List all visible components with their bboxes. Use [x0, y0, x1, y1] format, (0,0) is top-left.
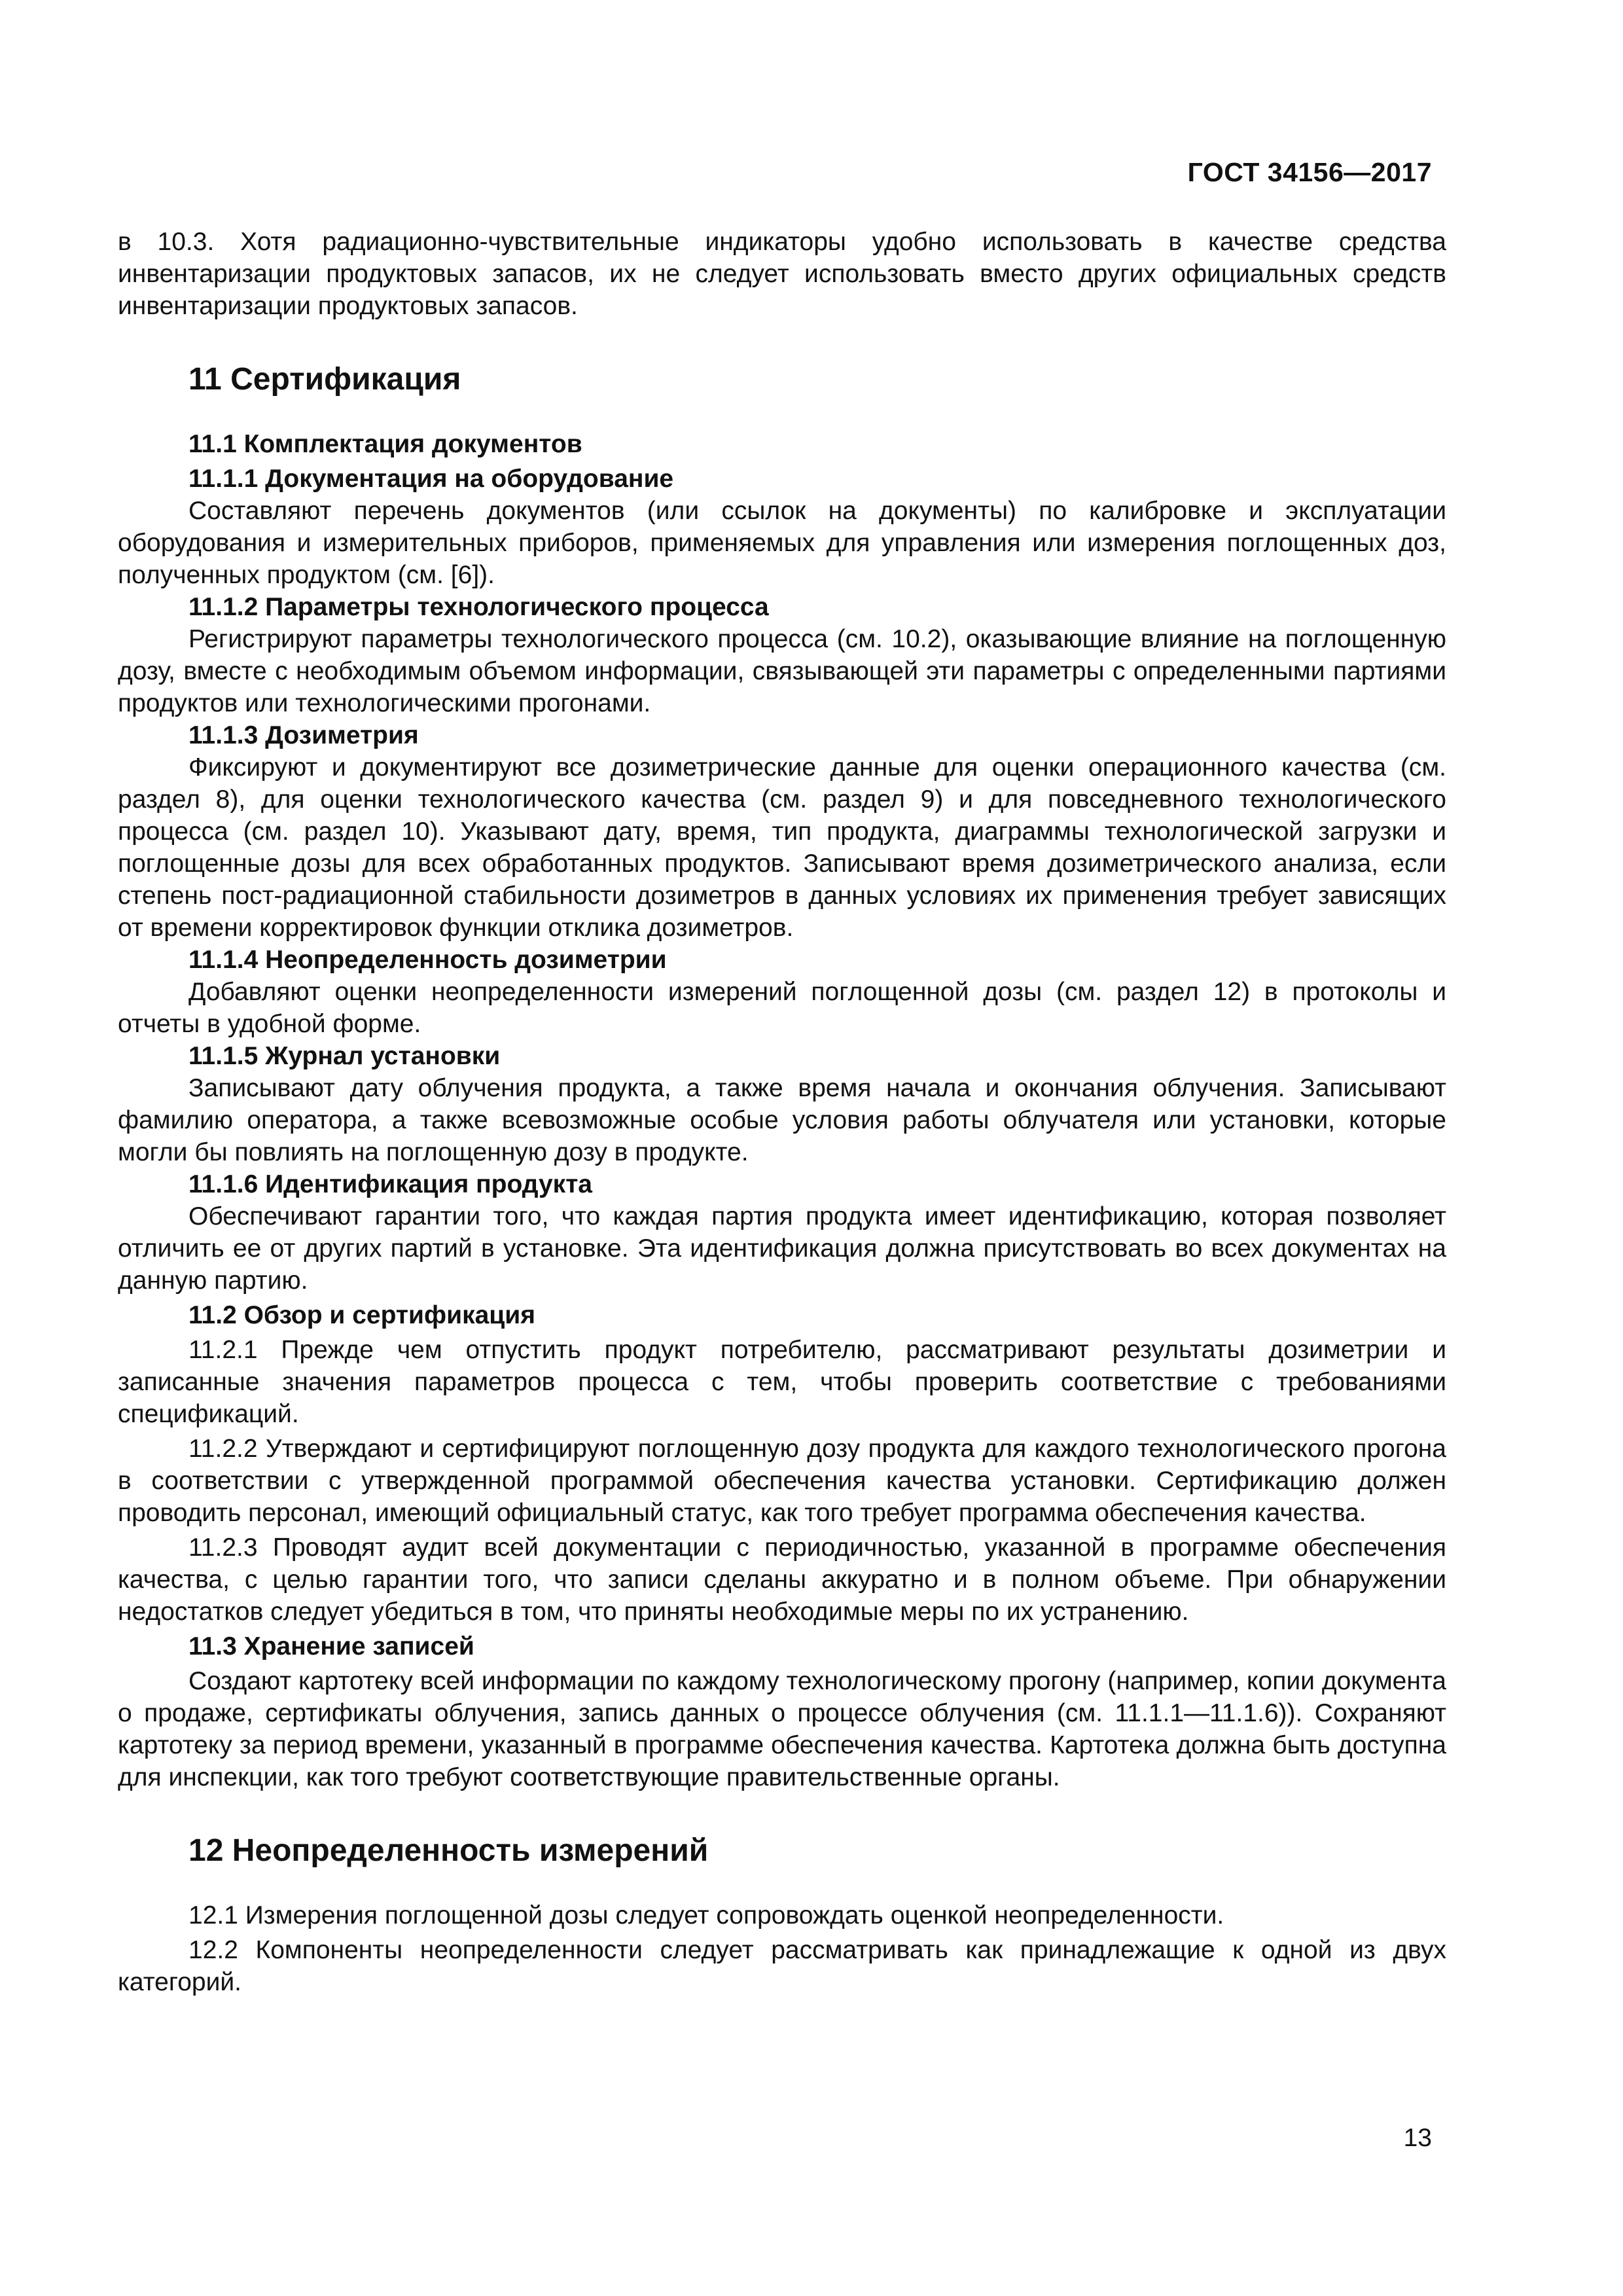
page-number: 13 [1403, 2124, 1432, 2152]
intro-paragraph: в 10.3. Хотя радиационно-чувствительные индикаторы удобно использовать в качестве средства инвентаризации продуктовых запасов, их не следует использовать вместо других официальных средств инвентаризации продуктовых запасов. [118, 228, 1446, 320]
clause-text-12-2: 12.2 Компоненты неопределенности следует рассматривать как принадлежащие к одной из двух категорий. [118, 1936, 1446, 1996]
clause-text-11-1-2: Регистрируют параметры технологического процесса (см. 10.2), оказывающие влияние на поглощенную дозу, вместе с необходимым объемом информации, связывающей эти параметры с определенными партиями продуктов или технологическими прогонами. [118, 625, 1446, 717]
subsection-heading-11-2: 11.2 Обзор и сертификация [188, 1301, 535, 1329]
clause-text-11-1-4: Добавляют оценки неопределенности измерений поглощенной дозы (см. раздел 12) в протоколы и отчеты в удобной форме. [118, 978, 1446, 1038]
clause-text-11-1-5: Записывают дату облучения продукта, а также время начала и окончания облучения. Записывают фамилию оператора, а также всевозможные особые условия работы облучателя или установки, которые могли бы повлиять на поглощенную дозу в продукте. [118, 1074, 1446, 1166]
clause-heading-11-1-2: 11.1.2 Параметры технологического процесса [188, 593, 769, 621]
document-body [118, 226, 1446, 1998]
section-heading-11: 11 Сертификация [188, 362, 461, 397]
clause-heading-11-1-1: 11.1.1 Документация на оборудование [188, 465, 674, 493]
clause-text-11-2-3: 11.2.3 Проводят аудит всей документации с периодичностью, указанной в программе обеспечения качества, с целью гарантии того, что записи сделаны аккуратно и в полном объеме. При обнаружении недостатков следует убедиться в том, что приняты необходимые меры по их устранению. [118, 1534, 1446, 1626]
subsection-heading-11-3: 11.3 Хранение записей [188, 1632, 474, 1660]
clause-text-11-3: Создают картотеку всей информации по каждому технологическому прогону (например, копии документа о продаже, сертификаты облучения, запись данных о процессе облучения (см. 11.1.1—11.1.6)). Сохраняют картотеку за период времени, указанный в программе обеспечения качества. Картотека должна быть доступна для инспекции, как того требуют соответствующие правительственные органы. [118, 1667, 1446, 1791]
clause-text-11-1-1: Составляют перечень документов (или ссылок на документы) по калибровке и эксплуатации оборудования и измерительных приборов, применяемых для управления или измерения поглощенных доз, полученных продуктом (см. [6]). [118, 497, 1446, 589]
clause-text-11-1-3: Фиксируют и документируют все дозиметрические данные для оценки операционного качества (см. раздел 8), для оценки технологического качества (см. раздел 9) и для повседневного технологического процесса (см. раздел 10). Указывают дату, время, тип продукта, диаграммы технологической загрузки и поглощенные дозы для всех обработанных продуктов. Записывают время дозиметрического анализа, если степень пост-радиационной стабильности дозиметров в данных условиях их применения требует зависящих от времени корректировок функции отклика дозиметров. [118, 753, 1446, 942]
clause-heading-11-1-6: 11.1.6 Идентификация продукта [188, 1170, 592, 1198]
clause-heading-11-1-3: 11.1.3 Дозиметрия [188, 721, 419, 749]
clause-text-11-2-2: 11.2.2 Утверждают и сертифицируют поглощенную дозу продукта для каждого технологического прогона в соответствии с утвержденной программой обеспечения качества установки. Сертификацию должен проводить персонал, имеющий официальный статус, как того требует программа обеспечения качества. [118, 1435, 1446, 1527]
clause-text-11-2-1: 11.2.1 Прежде чем отпустить продукт потребителю, рассматривают результаты дозиметрии и записанные значения параметров процесса с тем, чтобы проверить соответствие с требованиями спецификаций. [118, 1336, 1446, 1428]
clause-heading-11-1-5: 11.1.5 Журнал установки [188, 1042, 501, 1070]
subsection-heading-11-1: 11.1 Комплектация документов [188, 430, 582, 458]
clause-text-11-1-6: Обеспечивают гарантии того, что каждая партия продукта имеет идентификацию, которая позволяет отличить ее от других партий в установке. Эта идентификация должна присутствовать во всех документах на данную партию. [118, 1202, 1446, 1295]
section-heading-12: 12 Неопределенность измерений [188, 1833, 709, 1868]
clause-text-12-1: 12.1 Измерения поглощенной дозы следует сопровождать оценкой неопределенности. [188, 1901, 1224, 1929]
document-code: ГОСТ 34156—2017 [1187, 157, 1432, 187]
clause-heading-11-1-4: 11.1.4 Неопределенность дозиметрии [188, 946, 667, 974]
